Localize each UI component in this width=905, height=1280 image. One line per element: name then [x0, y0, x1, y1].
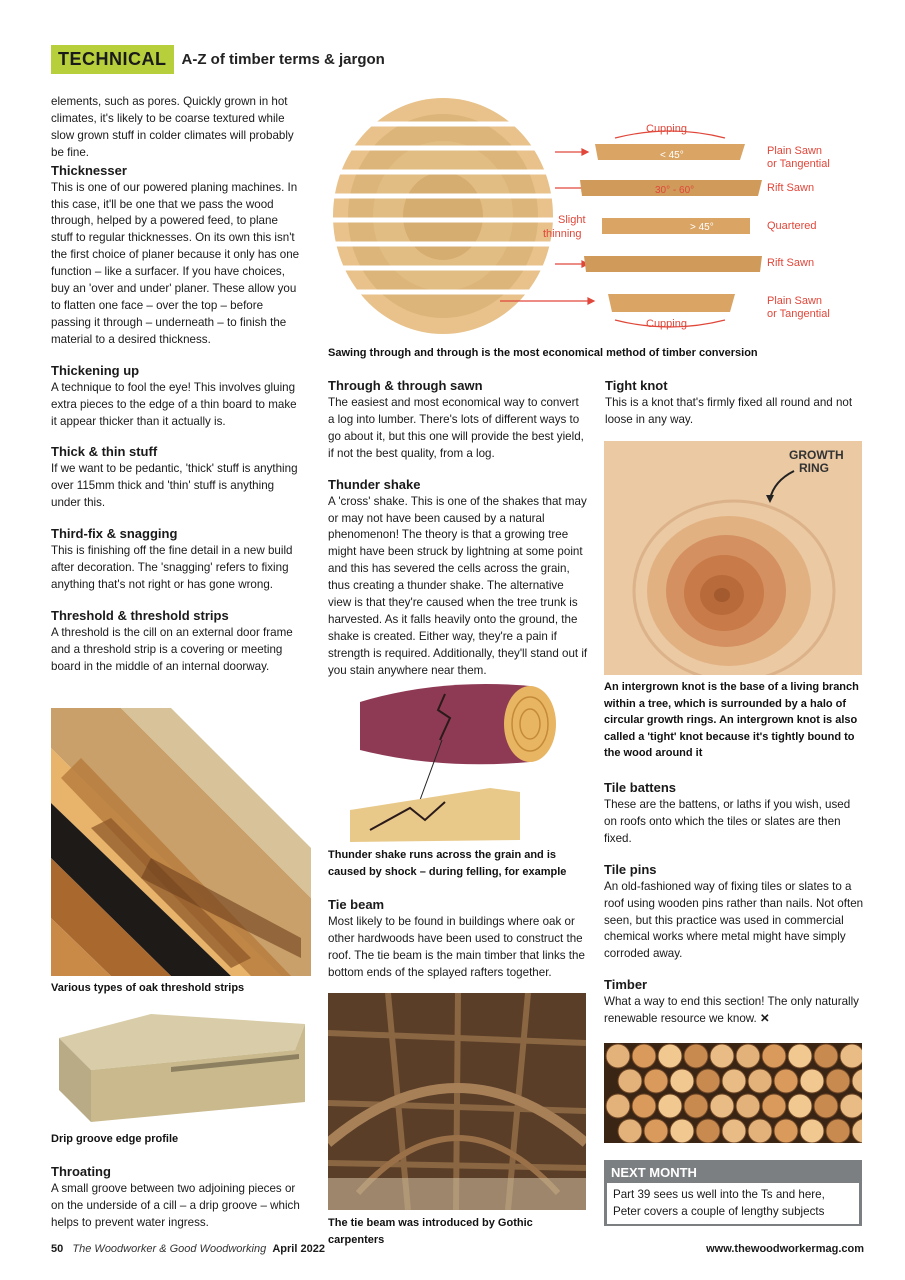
page-header [51, 44, 385, 74]
entry-tight-knot [605, 377, 865, 429]
entry-body: A threshold is the cill on an external door frame and a threshold strip is a covering or meeting board in the middle of an internal doorway. [51, 625, 293, 673]
log-end [840, 1044, 862, 1068]
log-pile-photo [604, 1043, 862, 1143]
log-end [788, 1094, 812, 1118]
log-end [606, 1094, 630, 1118]
log-end [788, 1044, 812, 1068]
log-end [774, 1119, 798, 1143]
cupping-bottom-label: Cupping [646, 318, 687, 330]
page-footer [51, 1243, 864, 1255]
log-end [710, 1094, 734, 1118]
log-end [826, 1069, 850, 1093]
magazine-name: The Woodworker & Good Woodworking [72, 1243, 267, 1255]
entry-title: Third-fix & snagging [51, 526, 178, 542]
log-end [684, 1044, 708, 1068]
log-end [684, 1094, 708, 1118]
entry-body: This is one of our powered planing machines. In this case, it'll be one that we pass the wood through, helped by a powered feed, to plane stuff to regular thicknesses. On its own this isn't the first choice of planer because it only has one function – like a surfacer. If you have choices, buy an 'over and under' planer. These allow you to flatten one face – over the top – before passing it through – underneath – to finish the material to a desired thickness. [51, 180, 300, 346]
log-end [774, 1069, 798, 1093]
tie-beam-caption: The tie beam was introduced by Gothic carpenters [328, 1217, 533, 1246]
log-end [696, 1069, 720, 1093]
log-end [722, 1119, 746, 1143]
growth-label: GROWTH [789, 448, 844, 462]
log-end [814, 1094, 838, 1118]
entry-title: Thicknesser [51, 162, 127, 178]
entry-throating [51, 1163, 301, 1232]
knot-photo [604, 441, 862, 675]
entry-title: Thunder shake [328, 476, 421, 492]
entry-title: Through & through sawn [328, 378, 483, 393]
entry-body: A 'cross' shake. This is one of the shakes that may or may not have been caused by a natural phenomenon! The theory is that a growing tree might have been struck by lightning at some point and this has severed the cells across the grain, thus creating a thunder shake. The alternative view is that they're caused when the tree trunk is harvested. As it falls heavily onto the ground, the shake is created. Either way, they're a pain if strength is required. Additionally, they'll stand out if you stain anywhere near them. [328, 494, 588, 677]
entry-title: Thickening up [51, 362, 140, 378]
log-end [826, 1119, 850, 1143]
tangential-label-2: or Tangential [767, 308, 830, 320]
log-end [696, 1119, 720, 1143]
entry-title: Threshold & threshold strips [51, 607, 229, 623]
log-end [632, 1044, 656, 1068]
tie-beam-photo [328, 993, 586, 1210]
log-end [670, 1069, 694, 1093]
page-title: A-Z of timber terms & jargon [181, 50, 385, 68]
sawing-diagram [330, 96, 865, 341]
entry-body: These are the battens, or laths if you wish, used on roofs onto which the tiles or slates are then fixed. [604, 798, 851, 845]
plain-sawn-label-2: Plain Sawn [767, 295, 823, 307]
issue-date: April 2022 [272, 1243, 325, 1255]
entry-tie-beam [328, 896, 590, 982]
entry-body: If we want to be pedantic, 'thick' stuff is anything over 115mm thick and 'thin' stuff is anything under this. [51, 462, 298, 510]
entry-body: An old-fashioned way of fixing tiles or slates to a roof using wooden pins rather than nails. Not often seen, but this practice was used in commercial chemical works where metal might have simply corroded away. [604, 879, 864, 961]
log-end [618, 1119, 642, 1143]
threshold-strips-image [51, 708, 311, 976]
log-end [800, 1119, 824, 1143]
cupping-top-label: Cupping [646, 123, 687, 135]
entry-body: Most likely to be found in buildings where oak or other hardwoods have been used to construct the roof. The tie beam is the main timber that links the bottom ends of the splayed rafters together. [328, 915, 585, 979]
column-2 [328, 377, 588, 693]
entry-body: This is finishing off the fine detail in a new build after decoration. The 'snagging' refers to fixing anything that's not right or has gone wrong. [51, 544, 293, 591]
column-1 [51, 94, 301, 689]
log-end [632, 1094, 656, 1118]
rift-sawn-label-1: Rift Sawn [767, 182, 815, 194]
entry-title: Thick & thin stuff [51, 444, 158, 460]
website-link[interactable]: www.thewoodworkermag.com [706, 1243, 864, 1255]
log-end [710, 1044, 734, 1068]
log-end [644, 1119, 668, 1143]
log-end [736, 1094, 760, 1118]
drip-groove-image [51, 1010, 306, 1125]
next-month-body: Part 39 sees us well into the Ts and here, Peter covers a couple of lengthy subjects [607, 1183, 859, 1224]
sawing-caption: Sawing through and through is the most economical method of timber conversion [328, 347, 758, 359]
entry-title: Tight knot [605, 378, 668, 393]
thinning-label: thinning [543, 228, 582, 240]
entry-tile-battens [604, 779, 866, 848]
page-number: 50 [51, 1243, 64, 1255]
quartered-label: Quartered [767, 220, 817, 232]
entry-tile-pins [604, 861, 866, 964]
angle-label-1: < 45° [660, 150, 684, 161]
entry-title: Timber [604, 977, 648, 993]
log-end [722, 1069, 746, 1093]
log-end [658, 1044, 682, 1068]
ring-label: RING [799, 461, 829, 475]
entry-body: The easiest and most economical way to convert a log into lumber. There's lots of different ways to go about it, but this one will provide the best yield, if not the best quality, from a log. [328, 396, 584, 460]
entry-title: Tile battens [604, 780, 677, 795]
tangential-label-1: or Tangential [767, 158, 830, 170]
next-month-title: NEXT MONTH [611, 1165, 697, 1180]
log-end [762, 1094, 786, 1118]
drip-groove-caption: Drip groove edge profile [51, 1133, 179, 1145]
log-end [800, 1069, 824, 1093]
log-end [762, 1044, 786, 1068]
log-end [840, 1094, 862, 1118]
entry-title: Tie beam [328, 897, 385, 912]
entry-timber [604, 976, 866, 1028]
entry-third-fix [51, 525, 301, 594]
tools-end-icon: ✕ [759, 1012, 770, 1026]
log-end [748, 1119, 772, 1143]
entry-thickening-up [51, 362, 301, 431]
angle-label-3: > 45° [690, 222, 714, 233]
entry-body: What a way to end this section! The only naturally renewable resource we know. [604, 995, 859, 1026]
log-end [736, 1044, 760, 1068]
threshold-caption: Various types of oak threshold strips [51, 982, 245, 994]
log-end [658, 1094, 682, 1118]
angle-label-2: 30° - 60° [655, 185, 695, 196]
entry-thick-thin-stuff [51, 443, 301, 512]
entry-thunder-shake [328, 476, 588, 680]
log-end [644, 1069, 668, 1093]
plain-sawn-label-1: Plain Sawn [767, 145, 823, 157]
next-month-box [604, 1160, 862, 1226]
entry-through-sawn [328, 377, 588, 463]
entry-title: Tile pins [604, 861, 657, 877]
thunder-shake-image [350, 680, 560, 842]
entry-body: This is a knot that's firmly fixed all round and not loose in any way. [605, 396, 853, 426]
slight-label: Slight [558, 214, 586, 226]
log-end [606, 1044, 630, 1068]
column-3-entries [604, 779, 866, 1041]
intro-paragraph: elements, such as pores. Quickly grown in hot climates, it's likely to be coarse textured while slow grown stuff in colder climates will probably be fine. [51, 95, 294, 159]
log-end [814, 1044, 838, 1068]
knot-caption: An intergrown knot is the base of a living branch within a tree, which is surrounded by a halo of circular growth rings. An intergrown knot is also called a 'tight' knot because it's tightly bound to the wood around it [604, 681, 859, 759]
entry-body: A small groove between two adjoining pieces or on the underside of a cill – a drip groove – which helps to prevent water ingress. [51, 1182, 300, 1229]
log-end [748, 1069, 772, 1093]
entry-thicknesser [51, 162, 301, 349]
log-end [670, 1119, 694, 1143]
entry-threshold [51, 607, 301, 676]
thunder-caption: Thunder shake runs across the grain and is caused by shock – during felling, for example [328, 849, 567, 878]
log-end [618, 1069, 642, 1093]
section-tag: TECHNICAL [51, 45, 174, 74]
entry-body: A technique to fool the eye! This involves gluing extra pieces to the edge of a thin board to make it appear thicker than it actually is. [51, 380, 297, 428]
entry-title: Throating [51, 1164, 111, 1179]
rift-sawn-label-2: Rift Sawn [767, 257, 815, 269]
